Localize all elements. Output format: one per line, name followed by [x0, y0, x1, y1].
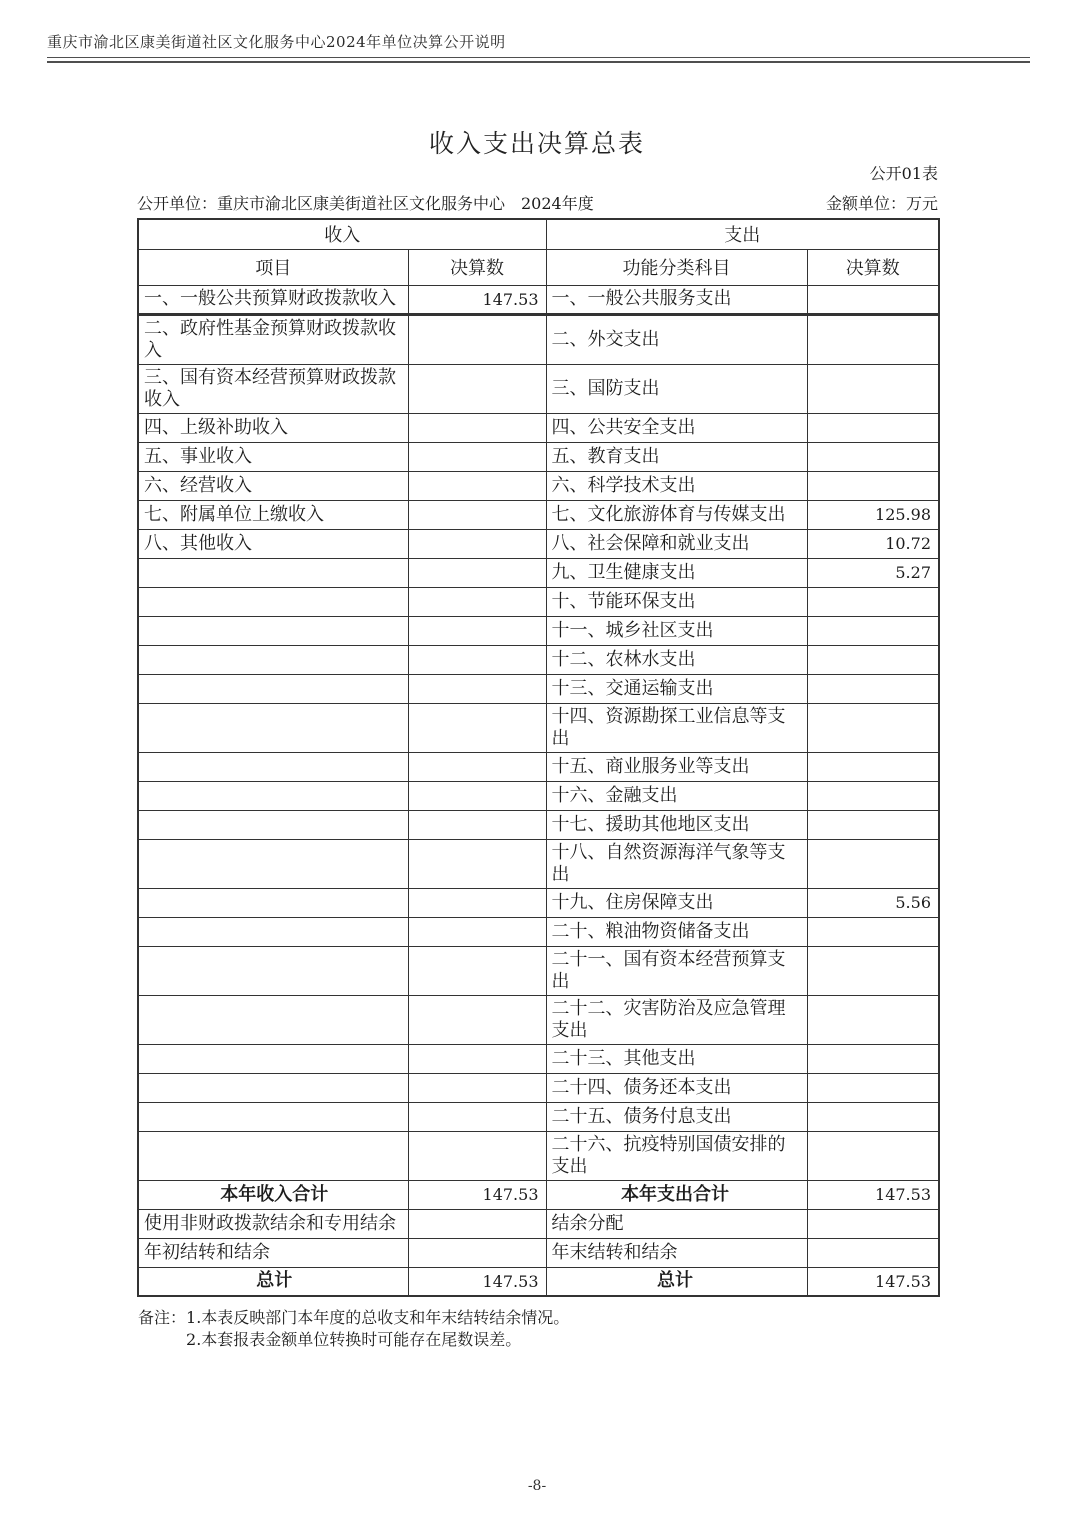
income-item-label: 四、上级补助收入	[138, 413, 408, 442]
income-amount	[408, 558, 546, 587]
table-row	[138, 888, 939, 917]
income-amount: 147.53	[408, 1267, 546, 1296]
expense-item-label: 三、国防支出	[546, 364, 807, 413]
income-item-label: 本年收入合计	[138, 1180, 408, 1209]
income-amount	[408, 500, 546, 529]
expense-item-label: 五、教育支出	[546, 442, 807, 471]
income-amount: 147.53	[408, 1180, 546, 1209]
table-row	[138, 995, 939, 1044]
col-header-expense-amount: 决算数	[807, 249, 939, 285]
income-amount: 147.53	[408, 285, 546, 314]
table-row	[138, 364, 939, 413]
amount-unit-label: 金额单位：万元	[825, 194, 938, 213]
income-amount	[408, 674, 546, 703]
income-item-label: 年初结转和结余	[138, 1238, 408, 1267]
expense-item-label: 本年支出合计	[546, 1180, 807, 1209]
notes-label: 备注：	[138, 1308, 187, 1327]
table-row	[138, 917, 939, 946]
income-amount	[408, 1044, 546, 1073]
income-group-header: 收入	[138, 219, 546, 249]
expense-item-label: 十七、援助其他地区支出	[546, 810, 807, 839]
income-item-label	[138, 839, 408, 888]
table-row	[138, 1180, 939, 1209]
income-item-label	[138, 917, 408, 946]
table-row	[138, 285, 939, 314]
expense-item-label: 四、公共安全支出	[546, 413, 807, 442]
expense-amount	[807, 587, 939, 616]
income-amount	[408, 917, 546, 946]
expense-amount: 125.98	[807, 500, 939, 529]
income-amount	[408, 413, 546, 442]
notes-items	[186, 1307, 569, 1351]
expense-amount	[807, 917, 939, 946]
income-item-label: 五、事业收入	[138, 442, 408, 471]
expense-item-label: 十四、资源勘探工业信息等支出	[546, 703, 807, 752]
expense-item-label: 二十二、灾害防治及应急管理支出	[546, 995, 807, 1044]
expense-item-label: 十五、商业服务业等支出	[546, 752, 807, 781]
table-row	[138, 752, 939, 781]
table-row	[138, 471, 939, 500]
income-amount	[408, 471, 546, 500]
expense-item-label: 二十四、债务还本支出	[546, 1073, 807, 1102]
income-item-label: 八、其他收入	[138, 529, 408, 558]
expense-item-label: 六、科学技术支出	[546, 471, 807, 500]
income-amount	[408, 1238, 546, 1267]
table-row	[138, 413, 939, 442]
income-item-label	[138, 558, 408, 587]
income-amount	[408, 839, 546, 888]
expense-amount	[807, 645, 939, 674]
table-row	[138, 1073, 939, 1102]
header-rule	[47, 57, 1030, 63]
expense-item-label: 一、一般公共服务支出	[546, 285, 807, 314]
income-amount	[408, 703, 546, 752]
expense-amount	[807, 703, 939, 752]
table-row	[138, 442, 939, 471]
expense-amount	[807, 1102, 939, 1131]
unit-line	[137, 191, 938, 214]
table-row	[138, 839, 939, 888]
column-header-row	[138, 249, 939, 285]
publish-unit-label: 公开单位：重庆市渝北区康美街道社区文化服务中心 2024年度	[137, 194, 594, 213]
income-item-label: 一、一般公共预算财政拨款收入	[138, 285, 408, 314]
expense-amount	[807, 442, 939, 471]
income-item-label	[138, 781, 408, 810]
note-line: 1.本表反映部门本年度的总收支和年末结转结余情况。	[186, 1308, 570, 1327]
table-row	[138, 616, 939, 645]
table-row	[138, 703, 939, 752]
table-row	[138, 1131, 939, 1180]
expense-item-label: 十、节能环保支出	[546, 587, 807, 616]
table-row	[138, 558, 939, 587]
expense-amount	[807, 314, 939, 364]
table-row	[138, 645, 939, 674]
expense-item-label: 十六、金融支出	[546, 781, 807, 810]
expense-item-label: 年末结转和结余	[546, 1238, 807, 1267]
document-header-text: 重庆市渝北区康美街道社区文化服务中心2024年单位决算公开说明	[47, 33, 506, 51]
table-row	[138, 674, 939, 703]
income-amount	[408, 781, 546, 810]
expense-item-label: 十三、交通运输支出	[546, 674, 807, 703]
income-item-label	[138, 946, 408, 995]
expense-amount	[807, 781, 939, 810]
expense-amount: 10.72	[807, 529, 939, 558]
expense-item-label: 二十三、其他支出	[546, 1044, 807, 1073]
col-header-income-amount: 决算数	[408, 249, 546, 285]
income-amount	[408, 810, 546, 839]
income-amount	[408, 995, 546, 1044]
expense-amount	[807, 946, 939, 995]
table-row	[138, 1209, 939, 1238]
income-item-label	[138, 674, 408, 703]
expense-amount: 5.56	[807, 888, 939, 917]
table-row	[138, 1044, 939, 1073]
expense-amount	[807, 285, 939, 314]
col-header-income-item: 项目	[138, 249, 408, 285]
expense-item-label: 二十六、抗疫特别国债安排的支出	[546, 1131, 807, 1180]
income-amount	[408, 1209, 546, 1238]
expense-amount	[807, 616, 939, 645]
budget-summary-table	[137, 218, 940, 1297]
expense-amount	[807, 1131, 939, 1180]
table-row	[138, 529, 939, 558]
expense-amount	[807, 674, 939, 703]
income-amount	[408, 752, 546, 781]
income-item-label	[138, 1102, 408, 1131]
income-item-label	[138, 703, 408, 752]
expense-item-label: 八、社会保障和就业支出	[546, 529, 807, 558]
expense-item-label: 十二、农林水支出	[546, 645, 807, 674]
table-row	[138, 314, 939, 364]
expense-item-label: 二十一、国有资本经营预算支出	[546, 946, 807, 995]
table-row	[138, 1102, 939, 1131]
note-line: 2.本套报表金额单位转换时可能存在尾数误差。	[186, 1330, 522, 1349]
income-amount	[408, 529, 546, 558]
group-header-row	[138, 219, 939, 249]
table-row	[138, 1238, 939, 1267]
expense-amount	[807, 1073, 939, 1102]
expense-amount	[807, 995, 939, 1044]
income-amount	[408, 314, 546, 364]
income-amount	[408, 364, 546, 413]
income-item-label	[138, 587, 408, 616]
page-title: 收入支出决算总表	[428, 129, 645, 158]
table-row	[138, 587, 939, 616]
income-amount	[408, 888, 546, 917]
document-header	[47, 31, 506, 52]
expense-group-header: 支出	[546, 219, 939, 249]
income-item-label: 三、国有资本经营预算财政拨款收入	[138, 364, 408, 413]
expense-item-label: 二十五、债务付息支出	[546, 1102, 807, 1131]
page-number: -8-	[527, 1478, 547, 1494]
expense-amount: 147.53	[807, 1180, 939, 1209]
income-amount	[408, 587, 546, 616]
income-item-label	[138, 888, 408, 917]
income-amount	[408, 1073, 546, 1102]
table-code-label: 公开01表	[869, 164, 938, 183]
table-row	[138, 500, 939, 529]
income-item-label	[138, 810, 408, 839]
expense-amount	[807, 1044, 939, 1073]
expense-item-label: 七、文化旅游体育与传媒支出	[546, 500, 807, 529]
expense-amount	[807, 839, 939, 888]
income-amount	[408, 1131, 546, 1180]
income-item-label: 二、政府性基金预算财政拨款收入	[138, 314, 408, 364]
table-row	[138, 781, 939, 810]
income-item-label	[138, 995, 408, 1044]
income-item-label	[138, 1131, 408, 1180]
income-amount	[408, 442, 546, 471]
expense-amount: 5.27	[807, 558, 939, 587]
expense-amount	[807, 364, 939, 413]
expense-amount	[807, 471, 939, 500]
table-row	[138, 810, 939, 839]
expense-item-label: 结余分配	[546, 1209, 807, 1238]
income-amount	[408, 946, 546, 995]
expense-item-label: 十一、城乡社区支出	[546, 616, 807, 645]
expense-amount: 147.53	[807, 1267, 939, 1296]
expense-item-label: 总计	[546, 1267, 807, 1296]
income-item-label: 使用非财政拨款结余和专用结余	[138, 1209, 408, 1238]
col-header-expense-function: 功能分类科目	[546, 249, 807, 285]
income-item-label	[138, 1073, 408, 1102]
expense-amount	[807, 752, 939, 781]
income-item-label	[138, 645, 408, 674]
expense-item-label: 二、外交支出	[546, 314, 807, 364]
expense-item-label: 十八、自然资源海洋气象等支出	[546, 839, 807, 888]
income-item-label: 七、附属单位上缴收入	[138, 500, 408, 529]
table-row	[138, 946, 939, 995]
expense-amount	[807, 1209, 939, 1238]
expense-amount	[807, 413, 939, 442]
income-item-label	[138, 1044, 408, 1073]
income-item-label: 总计	[138, 1267, 408, 1296]
income-item-label	[138, 752, 408, 781]
income-item-label: 六、经营收入	[138, 471, 408, 500]
table-row	[138, 1267, 939, 1296]
income-amount	[408, 616, 546, 645]
income-amount	[408, 1102, 546, 1131]
notes-block	[138, 1307, 569, 1351]
expense-item-label: 九、卫生健康支出	[546, 558, 807, 587]
expense-item-label: 十九、住房保障支出	[546, 888, 807, 917]
income-amount	[408, 645, 546, 674]
expense-amount	[807, 810, 939, 839]
income-item-label	[138, 616, 408, 645]
expense-item-label: 二十、粮油物资储备支出	[546, 917, 807, 946]
expense-amount	[807, 1238, 939, 1267]
